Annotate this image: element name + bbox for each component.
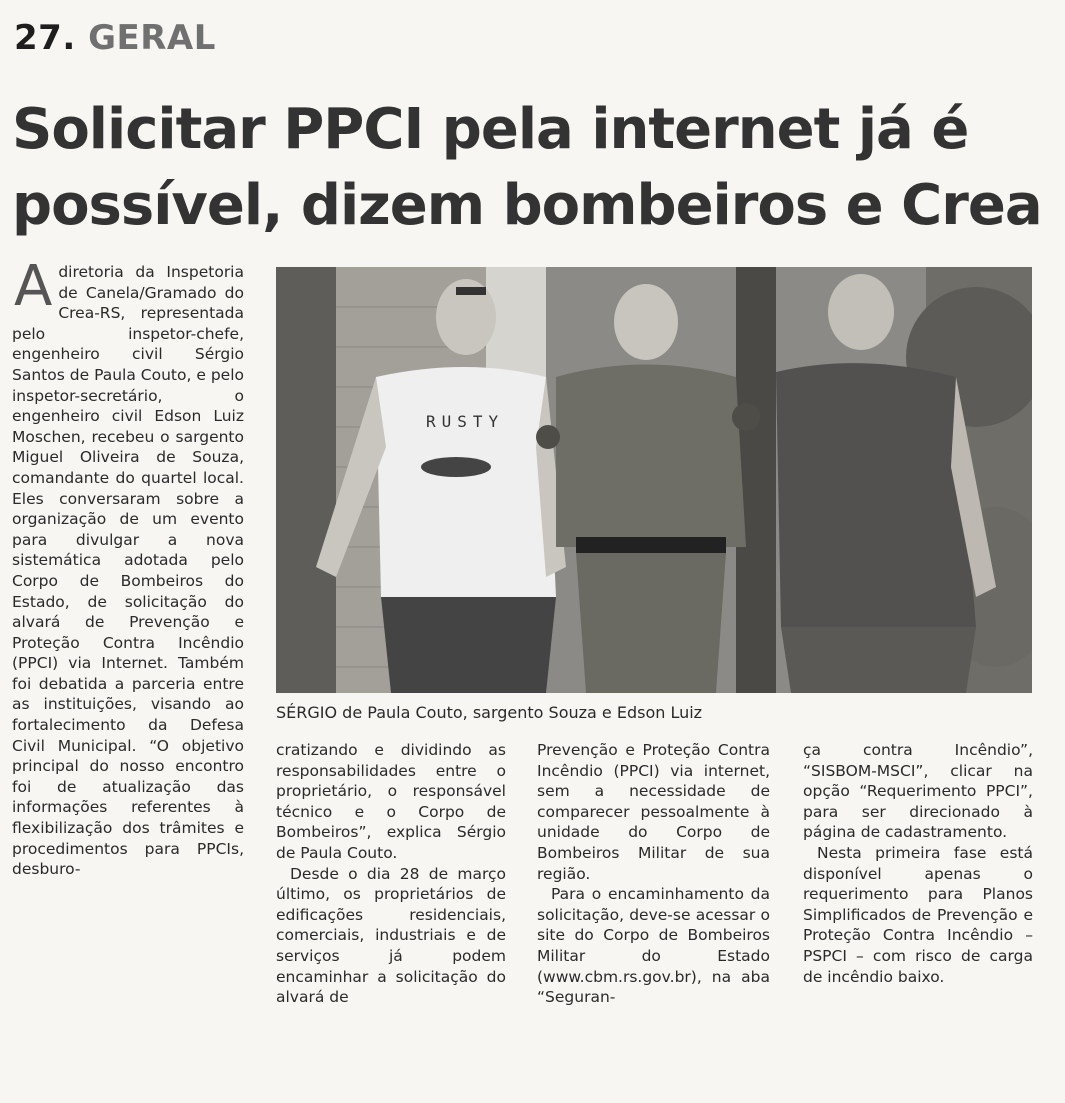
section-name: GERAL <box>88 18 216 58</box>
col1-text: diretoria da Inspetoria de Canela/Gramado do Crea-RS, representada pelo inspetor-chefe, engenheiro civil Sérgio Santos de Paula Couto, e pelo inspetor-secretário, o engenheiro civil Edson Luiz Moschen, recebeu o sargento Miguel Oliveira de Souza, comandante do quartel local. Eles conversaram sobre a organização de um evento para divulgar a nova sistemática adotada pelo Corpo de Bombeiros do Estado, de solicitação do alvará de Prevenção e Proteção Contra Incêndio (PPCI) via Internet. Também foi debatida a parceria entre as instituições, visando ao fortalecimento da Defesa Civil Municipal. “O objetivo principal do nosso encontro foi de atualização das informações referentes à flexibilização dos trâmites e procedimentos para PPCIs, desburo- <box>12 263 244 879</box>
col2-paragraph-1: cratizando e dividindo as responsabilidades entre o proprietário, o responsável técnico e o Corpo de Bombeiros”, explica Sérgio de Paula Couto. <box>276 741 506 862</box>
photo-caption: SÉRGIO de Paula Couto, sargento Souza e Edson Luiz <box>276 703 703 722</box>
body-column-1 <box>12 254 244 880</box>
body-column-2 <box>276 740 506 1008</box>
body-column-4 <box>803 740 1033 987</box>
section-header <box>14 18 216 58</box>
col2-paragraph-2: Desde o dia 28 de março último, os proprietários de edificações residenciais, comerciais, industriais e de serviços já podem encaminhar a solicitação do alvará de <box>276 864 506 1007</box>
col3-paragraph-2: Para o encaminhamento da solicitação, deve-se acessar o site do Corpo de Bombeiros Militar do Estado (www.cbm.rs.gov.br), na aba “Seguran- <box>537 885 770 1007</box>
col4-paragraph-1: ça contra Incêndio”, “SISBOM-MSCI”, clicar na opção “Requerimento PPCI”, para ser direcionado à página de cadastramento. <box>803 741 1033 842</box>
page-number: 27. <box>14 18 76 58</box>
body-column-3 <box>537 740 770 1008</box>
shirt-text: RUSTY <box>426 412 505 431</box>
drop-cap: A <box>14 254 53 319</box>
photo <box>276 267 1032 693</box>
photo-illustration <box>276 267 1032 693</box>
col4-paragraph-2: Nesta primeira fase está disponível apenas o requerimento para Planos Simplificados de Prevenção e Proteção Contra Incêndio – PSPCI – com risco de carga de incêndio baixo. <box>803 843 1033 986</box>
col3-paragraph-1: Prevenção e Proteção Contra Incêndio (PPCI) via internet, sem a necessidade de comparecer pessoalmente à unidade do Corpo de Bombeiros Militar de sua região. <box>537 741 770 883</box>
headline: Solicitar PPCI pela internet já é possível, dizem bombeiros e Crea <box>12 97 1042 238</box>
